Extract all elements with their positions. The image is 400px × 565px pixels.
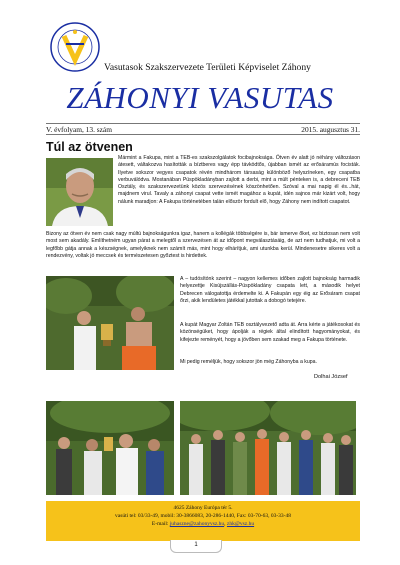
article-paragraph-2: Bizony az ötven év nem csak nagy múltú bajnokságunkra igaz, hanem a kollégák többségére is, bár ismerve őket, ez biztosan nem volt most sem akadály. Említhetném ugyan párat a melegtől a szervezésen át az időpont megválasztásáig, de azt nem tudhatjuk, mi volt a legfőbb gátja annak a készségnek, amelyiknek nem számít más, mint hogy elhárítjuk, ami utunkba kerül. Mindenesetre sikeres volt a rendezvény, voltak jó meccsek és természetesen győztest is hirdettek. — [46, 231, 360, 259]
header-rule-top — [46, 123, 360, 124]
article-paragraph-5: Mi pedig reméljük, hogy sokszor jön még Záhonyba a kupa. — [180, 359, 317, 365]
footer-email-link-1[interactable]: juhaszne@zahonyvsz.hu — [169, 521, 225, 528]
footer-address: 4625 Záhony Európa tér 5. — [173, 505, 233, 511]
footer-email-link-2[interactable]: zhk@vsz.hu — [226, 521, 255, 528]
issue-number: V. évfolyam, 13. szám — [46, 125, 112, 134]
footer-phones: vasúti tel: 03/33-49, mobil: 30-3866083, 20-286-1440, Fax: 03-70-63, 03-33-48 — [115, 513, 291, 520]
article-title: Túl az ötvenen — [46, 140, 133, 154]
organization-name: Vasutasok Szakszervezete Területi Képviselet Záhony — [104, 62, 311, 73]
header-rule-bottom — [46, 134, 360, 135]
author-signature: Dolhai József — [314, 374, 348, 380]
trophy-handover-photo — [46, 276, 174, 370]
article-paragraph-4: A kupát Magyar Zoltán TEB osztályvezető adta át. Arra kérte a játékosokat és közönségüket, hogy ápolják a régiek által elindított hagyományokat, és kifejezte reményét, hogy a jövőben sem szakad meg a Fakupa története. — [180, 322, 360, 343]
trophy-presentation-photo — [46, 401, 174, 495]
issue-date: 2015. augusztus 31. — [301, 125, 360, 134]
footer-email-line: E-mail: juhaszne@zahonyvsz.hu, zhk@vsz.hu — [151, 521, 255, 528]
article-paragraph-3: A – tudósítónk szerint – nagyon kellemes időben zajlott bajnokság harmadik helyezettje Kisújszállás-Püspökladány csapata lett, a második helyet Debrecen válogatottja érdemelte ki. A Fakupán egy éig az Erősáram csapat őrzi, akik lendületes játékkal jutottak a dobogó tetejére. — [180, 276, 360, 304]
page-number: 1 — [170, 540, 222, 553]
team-group-photo — [180, 401, 356, 495]
contact-footer — [46, 501, 360, 541]
portrait-photo — [46, 158, 113, 226]
article-paragraph-1: Mármint a Fakupa, mint a TEB-es szakszolgálatok focibajnoksága. Ötven év alatt jó néhány változáson átesett, váltakozva hasították a bíztberes vagy épp távködtős, újabban ismét az erősáramús focisták. Ilyetve sokszor vegyes csapatok révén mindhárom társaság különböző helyszíneken, egy csapatba verbuválódva. Mostanában Püspökladányban zajlott a derbi, mint a múlt pénteken is, a debreceni TEB Osztály, és szakszervezetünk közös szervezésének köszönhetően. Szóval a mai napig él és...hát, majdnem virul. Tavaly a záhonyi csapat vette ismét magához a kupát, idén sajnos már kizárt volt, hogy nálunk maradjon: A Fakupa történetében talán először fordult elő, hogy Záhony nem indított csapatot. — [118, 155, 360, 205]
union-logo — [50, 22, 100, 72]
footer-email-label: E-mail: — [151, 521, 169, 528]
masthead-title: ZÁHONYI VASUTAS — [66, 80, 334, 115]
